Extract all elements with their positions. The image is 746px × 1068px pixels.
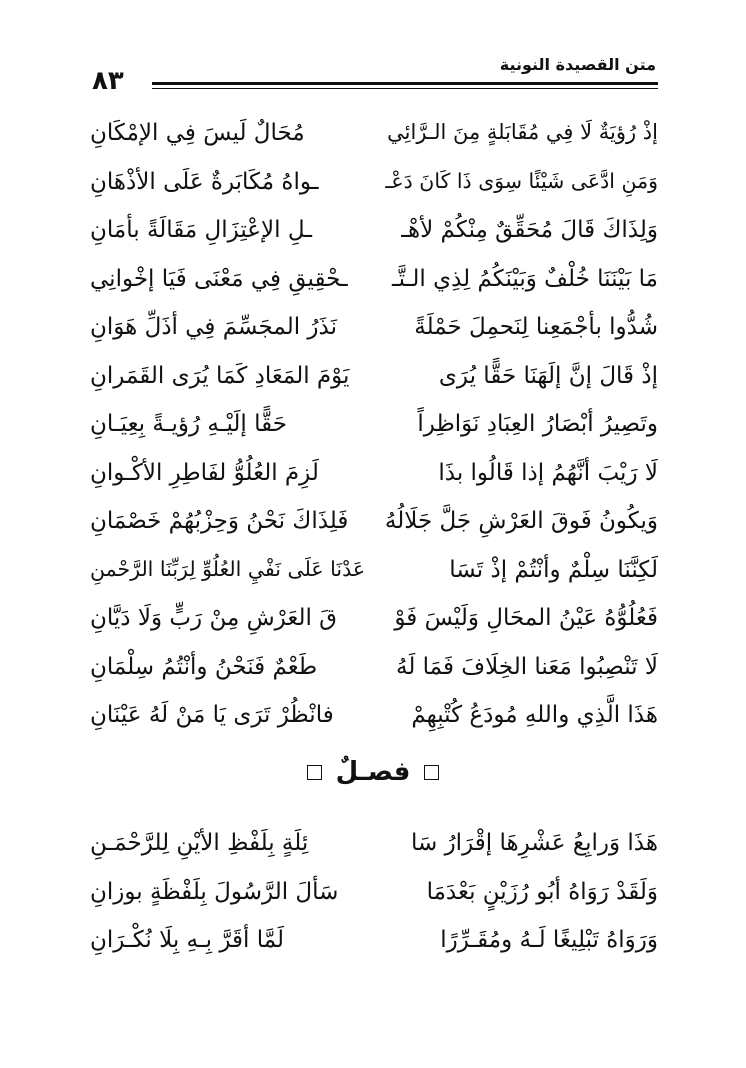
first-hemistich: هَذَا الَّذِي واللهِ مُودَعُ كُتْبِهِمْ bbox=[411, 702, 658, 728]
verse-line bbox=[90, 112, 658, 161]
section-title: فصـلٌ bbox=[335, 757, 411, 787]
poem-verses-section bbox=[90, 822, 658, 968]
first-hemistich: إذْ قَالَ إنَّ إلَهَنَا حَقًّا يُرَى bbox=[438, 362, 658, 389]
verse-line bbox=[90, 694, 658, 743]
first-hemistich: فَعُلُوُّهُ عَيْنُ المحَالِ وَلَيْسَ فَوْ bbox=[394, 605, 658, 631]
running-title: متن القصيدة النونية bbox=[499, 55, 656, 74]
second-hemistich: مُحَالٌ لَيسَ فِي الإمْكَانِ bbox=[90, 120, 305, 146]
square-ornament-icon bbox=[424, 765, 439, 780]
verse-line bbox=[90, 822, 658, 871]
second-hemistich: سَألَ الرَّسُولَ بِلَفْظَةٍ بوزانِ bbox=[90, 878, 339, 905]
second-hemistich: ئِلَةٍ بِلَفْظِ الأيْنِ لِلرَّحْمَـنِ bbox=[90, 830, 309, 856]
verse-line bbox=[90, 597, 658, 646]
second-hemistich: حَقًّا إلَيْـهِ رُؤيـةً بِعِيَـانِ bbox=[90, 411, 287, 437]
first-hemistich: هَذَا وَرابِعُ عَشْرِهَا إقْرَارُ سَا bbox=[410, 830, 658, 856]
section-heading bbox=[0, 757, 746, 787]
square-ornament-icon bbox=[307, 765, 322, 780]
second-hemistich: ـواهُ مُكَابَرةٌ عَلَى الأذْهَانِ bbox=[90, 168, 319, 195]
verse-line bbox=[90, 355, 658, 404]
second-hemistich: يَوْمَ المَعَادِ كَمَا يُرَى القَمَرانِ bbox=[90, 362, 350, 389]
verse-line bbox=[90, 209, 658, 258]
second-hemistich: نَذَرُ المجَسِّمَ فِي أذَلِّ هَوَانِ bbox=[90, 314, 337, 340]
first-hemistich: مَا بَيْنَنَا خُلْفٌ وَبَيْنَكُمُ لِذِي الـتَّـ bbox=[391, 265, 658, 292]
first-hemistich: وتَصِيرُ أبْصَارُ العِبَادِ نَوَاظِراً bbox=[417, 411, 658, 437]
verse-line bbox=[90, 871, 658, 920]
first-hemistich: وَلِذَاكَ قَالَ مُحَقِّقٌ مِنْكُمْ لأهْـ bbox=[401, 217, 658, 243]
second-hemistich: فَلِذَاكَ نَحْنُ وَحِزْبُهُمْ خَصْمَانِ bbox=[90, 508, 349, 534]
verse-line bbox=[90, 306, 658, 355]
first-hemistich: وَرَوَاهُ تَبْلِيغًا لَـهُ ومُقَـرِّرًا bbox=[440, 927, 658, 953]
second-hemistich: لَزِمَ العُلُوُّ لفَاطِرِ الأكْـوانِ bbox=[90, 459, 319, 486]
second-hemistich: عَدْنَا عَلَى نَفْيِ العُلُوِّ لِرَبِّنَا الرَّحْمنِ bbox=[90, 556, 366, 581]
second-hemistich: ـلِ الإعْتِزَالِ مَقَالَةً بأمَانِ bbox=[90, 217, 312, 243]
poem-verses bbox=[90, 112, 658, 743]
header-rule-thin bbox=[152, 88, 658, 89]
second-hemistich: طَعْمٌ فَنَحْنُ وأنْتُمُ سِلْمَانِ bbox=[90, 653, 318, 680]
first-hemistich: وَلَقَدْ رَوَاهُ أبُو رُزَيْنٍ بَعْدَمَا bbox=[426, 878, 658, 905]
verse-line bbox=[90, 403, 658, 452]
page-number: ٨٣ bbox=[92, 66, 124, 96]
verse-line bbox=[90, 258, 658, 307]
second-hemistich: فانْظُرْ تَرَى يَا مَنْ لَهُ عَيْنَانِ bbox=[90, 702, 334, 728]
verse-line bbox=[90, 500, 658, 549]
verse-line bbox=[90, 646, 658, 695]
first-hemistich: إذْ رُؤيَةٌ لَا فِي مُقَابَلةٍ مِنَ الـرَّائِي bbox=[387, 120, 658, 144]
first-hemistich: وَيكُونُ فَوقَ العَرْشِ جَلَّ جَلَالُهُ bbox=[384, 508, 658, 534]
first-hemistich: شُدُّوا بأجْمَعِنا لِنَحمِلَ حَمْلَةً bbox=[414, 314, 658, 340]
verse-line bbox=[90, 161, 658, 210]
second-hemistich: ـحْقِيقِ فِي مَعْنَى فَيَا إخْوانِي bbox=[90, 265, 348, 292]
verse-line bbox=[90, 452, 658, 501]
header-rule-thick bbox=[152, 82, 658, 85]
first-hemistich: لَا رَيْبَ أنَّهُمُ إذا قَالُوا بذَا bbox=[438, 459, 658, 486]
second-hemistich: قَ العَرْشِ مِنْ رَبٍّ وَلَا دَيَّانِ bbox=[90, 605, 338, 631]
first-hemistich: لَا تَنْصِبُوا مَعَنا الخِلَافَ فَمَا لَهُ bbox=[396, 653, 658, 680]
verse-line bbox=[90, 919, 658, 968]
second-hemistich: لَمَّا أقَرَّ بِـهِ بِلَا نُكْـرَانِ bbox=[90, 927, 285, 953]
first-hemistich: وَمَنِ ادَّعَى شَيْئًا سِوَى ذَا كَانَ دَعْـ bbox=[385, 168, 658, 193]
first-hemistich: لَكِنَّنَا سِلْمٌ وأنْتُمْ إذْ تَسَا bbox=[449, 556, 658, 583]
verse-line bbox=[90, 549, 658, 598]
